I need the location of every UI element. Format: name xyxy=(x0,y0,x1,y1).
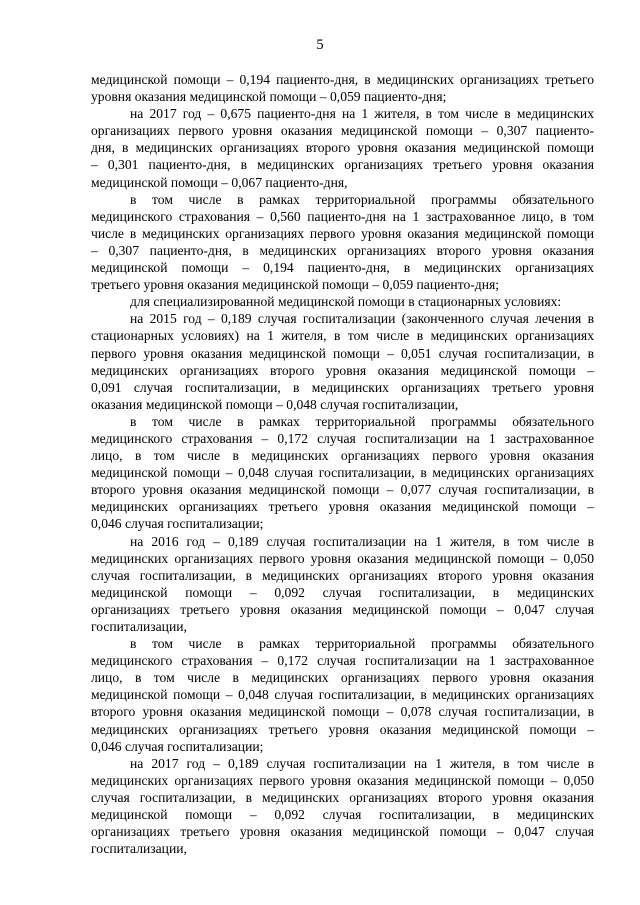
text-line: на 2017 год – 0,189 случая госпитализации на 1 жителя, в том числе в xyxy=(130,755,594,771)
text-line: 0,091 случая госпитализации, в медицинских организациях третьего уровня xyxy=(91,379,594,395)
text-line: госпитализации, xyxy=(91,619,187,634)
text-line: медицинской помощи – 0,048 случая госпитализации, в медицинских организациях xyxy=(91,687,594,703)
text-line: медицинских организациях третьего уровня оказания медицинской помощи – xyxy=(91,499,594,515)
text-line: числе в медицинских организациях первого уровня оказания медицинской помощи xyxy=(91,225,594,241)
text-line: медицинской помощи – 0,092 случая госпитализации, в медицинских xyxy=(91,807,594,823)
text-line: лицо, в том числе в медицинских организациях первого уровня оказания xyxy=(91,448,594,464)
text-line: медицинской помощи – 0,092 случая госпитализации, в медицинских xyxy=(91,584,594,600)
document-body xyxy=(91,71,594,857)
text-line: организациях третьего уровня оказания медицинской помощи – 0,047 случая xyxy=(91,601,594,617)
text-line: организациях первого уровня оказания медицинской помощи – 0,307 пациенто- xyxy=(91,123,594,139)
text-line: медицинского страхования – 0,560 пациенто-дня на 1 застрахованное лицо, в том xyxy=(91,208,594,224)
text-line: на 2017 год – 0,675 пациенто-дня на 1 жителя, в том числе в медицинских xyxy=(130,106,594,122)
text-line: лицо, в том числе в медицинских организациях первого уровня оказания xyxy=(91,670,594,686)
text-line: случая госпитализации, в медицинских организациях второго уровня оказания xyxy=(91,789,594,805)
text-line: в том числе в рамках территориальной программы обязательного xyxy=(130,413,594,429)
text-line: на 2016 год – 0,189 случая госпитализации на 1 жителя, в том числе в xyxy=(130,533,594,549)
text-line: 0,046 случая госпитализации; xyxy=(91,516,264,532)
text-line: дня, в медицинских организациях второго уровня оказания медицинской помощи xyxy=(91,140,594,156)
text-line: медицинского страхования – 0,172 случая госпитализации на 1 застрахованное xyxy=(91,653,594,669)
text-line: для специализированной медицинской помощи в стационарных условиях: xyxy=(130,294,562,310)
text-line: медицинских организациях третьего уровня оказания медицинской помощи – xyxy=(91,721,594,737)
text-line: 0,046 случая госпитализации; xyxy=(91,738,264,754)
text-line: на 2015 год – 0,189 случая госпитализации (законченного случая лечения в xyxy=(130,311,594,327)
text-line: – 0,307 пациенто-дня, в медицинских организациях второго уровня оказания xyxy=(91,242,594,258)
text-line: медицинской помощи – 0,067 пациенто-дня, xyxy=(91,174,348,190)
text-line: уровня оказания медицинской помощи – 0,059 пациенто-дня; xyxy=(91,89,447,105)
text-line: медицинской помощи – 0,194 пациенто-дня, в медицинских организациях xyxy=(91,260,594,276)
text-line: в том числе в рамках территориальной программы обязательного xyxy=(130,636,594,652)
text-line: стационарных условиях) на 1 жителя, в том числе в медицинских организациях xyxy=(91,328,594,344)
text-line: медицинских организациях первого уровня оказания медицинской помощи – 0,050 xyxy=(91,550,594,566)
page-number: 5 xyxy=(316,37,324,53)
text-line: медицинской помощи – 0,048 случая госпитализации, в медицинских организациях xyxy=(91,465,594,481)
text-line: медицинских организациях второго уровня оказания медицинской помощи – xyxy=(91,362,594,378)
text-line: медицинских организациях первого уровня оказания медицинской помощи – 0,050 xyxy=(91,772,594,788)
text-line: – 0,301 пациенто-дня, в медицинских организациях третьего уровня оказания xyxy=(91,157,594,173)
text-line: в том числе в рамках территориальной программы обязательного xyxy=(130,191,594,207)
text-line: второго уровня оказания медицинской помощи – 0,077 случая госпитализации, в xyxy=(91,482,594,498)
text-line: случая госпитализации, в медицинских организациях второго уровня оказания xyxy=(91,567,594,583)
text-line: госпитализации, xyxy=(91,841,187,857)
text-line: медицинского страхования – 0,172 случая госпитализации на 1 застрахованное xyxy=(91,430,594,446)
text-line: первого уровня оказания медицинской помощи – 0,051 случая госпитализации, в xyxy=(91,345,594,361)
text-line: третьего уровня оказания медицинской помощи – 0,059 пациенто-дня; xyxy=(91,277,500,293)
text-line: медицинской помощи – 0,194 пациенто-дня, в медицинских организациях третьего xyxy=(91,72,594,87)
text-line: организациях третьего уровня оказания медицинской помощи – 0,047 случая xyxy=(91,824,594,840)
text-line: оказания медицинской помощи – 0,048 случая госпитализации, xyxy=(91,396,459,412)
text-line: второго уровня оказания медицинской помощи – 0,078 случая госпитализации, в xyxy=(91,704,594,720)
